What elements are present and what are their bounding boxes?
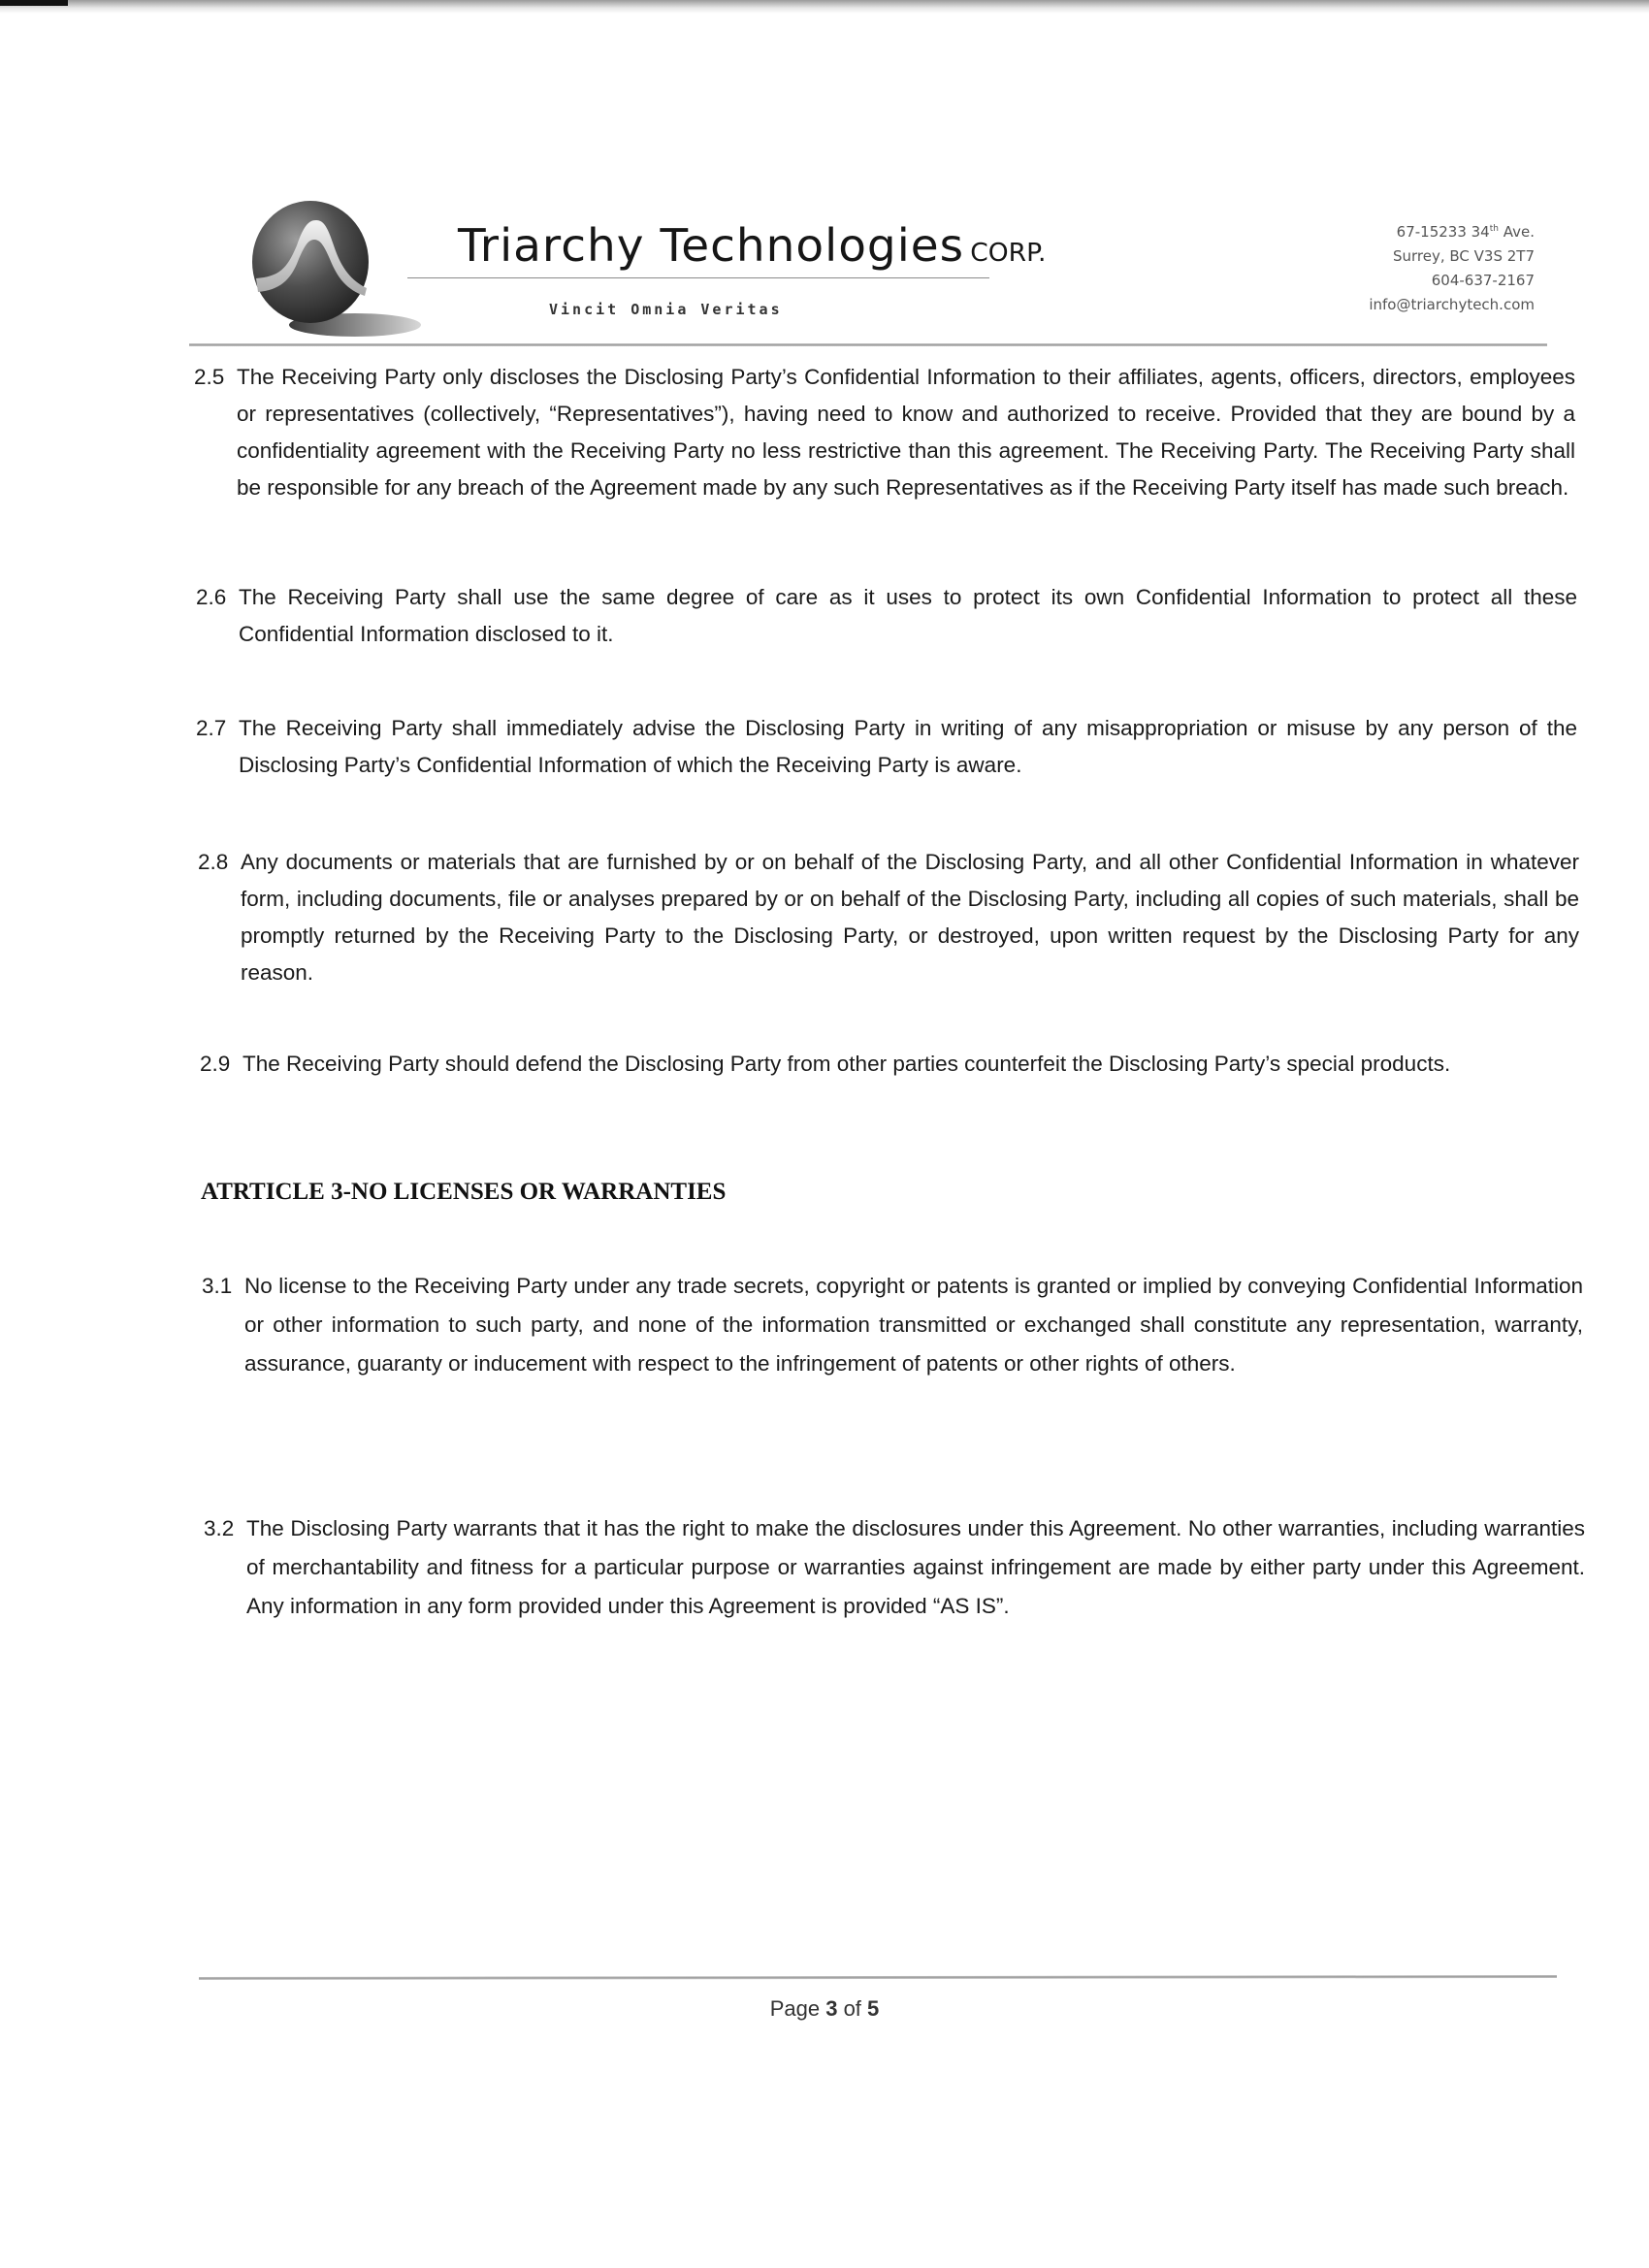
header-divider xyxy=(189,343,1547,346)
company-name-underline xyxy=(407,277,989,278)
address-email: info@triarchytech.com xyxy=(1369,296,1535,313)
clause-number: 3.1 xyxy=(202,1274,233,1298)
page-label: Page xyxy=(769,1996,826,2021)
address-street xyxy=(1369,217,1535,244)
street-ordinal: th xyxy=(1489,224,1499,234)
company-logo-icon xyxy=(250,199,425,344)
clause-2-8 xyxy=(198,844,1579,991)
street-number: 67-15233 34 xyxy=(1396,223,1490,241)
article-3-heading: ATRTICLE 3-NO LICENSES OR WARRANTIES xyxy=(201,1179,727,1205)
clause-number: 2.6 xyxy=(196,585,227,609)
clause-text: The Disclosing Party warrants that it has the right to make the disclosures under this Agreement. No other warranties, including warranties of merchantability and fitness for a particular purpose or warranties against infringement are made by either party under this Agreement. Any information in any form provided under this Agreement is provided “AS IS”. xyxy=(246,1516,1585,1618)
total-pages: 5 xyxy=(867,1996,880,2021)
clause-text: The Receiving Party should defend the Disclosing Party from other parties counterfeit the Disclosing Party’s special products. xyxy=(242,1052,1451,1076)
footer-divider xyxy=(199,1975,1557,1980)
clause-2-5 xyxy=(194,359,1575,506)
clause-3-1 xyxy=(202,1267,1583,1383)
scan-edge-shadow xyxy=(0,0,1649,14)
page-number xyxy=(0,1996,1649,2022)
company-motto: Vincit Omnia Veritas xyxy=(549,301,783,318)
company-address xyxy=(1369,217,1535,317)
company-name-text: Triarchy Technologies xyxy=(458,219,965,272)
clause-number: 2.9 xyxy=(200,1052,231,1076)
clause-number: 2.8 xyxy=(198,850,229,874)
company-suffix: CORP. xyxy=(970,239,1047,268)
clause-text: No license to the Receiving Party under any trade secrets, copyright or patents is granted or implied by conveying Confidential Information or other information to such party, and none of the information transmitted or exchanged shall constitute any representation, warranty, assurance, guaranty or inducement with respect to the infringement of patents or other rights of others. xyxy=(244,1274,1583,1376)
clause-2-9 xyxy=(200,1046,1581,1083)
address-phone: 604-637-2167 xyxy=(1431,272,1535,289)
clause-2-7 xyxy=(196,710,1577,784)
clause-text: The Receiving Party only discloses the Disclosing Party’s Confidential Information to their affiliates, agents, officers, directors, employees or representatives (collectively, “Representatives”), having need to know and authorized to receive. Provided that they are bound by a confidentiality agreement with the Receiving Party no less restrictive than this agreement. The Receiving Party. The Receiving Party shall be responsible for any breach of the Agreement made by any such Representatives as if the Receiving Party itself has made such breach. xyxy=(237,365,1575,500)
clause-2-6 xyxy=(196,579,1577,653)
clause-number: 3.2 xyxy=(204,1516,235,1540)
clause-3-2 xyxy=(204,1509,1585,1626)
address-city: Surrey, BC V3S 2T7 xyxy=(1392,247,1535,265)
clause-text: The Receiving Party shall use the same degree of care as it uses to protect its own Confidential Information to protect all these Confidential Information disclosed to it. xyxy=(239,585,1577,646)
page-of-label: of xyxy=(837,1996,868,2021)
current-page: 3 xyxy=(825,1996,838,2021)
clause-text: Any documents or materials that are furnished by or on behalf of the Disclosing Party, and all other Confidential Information in whatever form, including documents, file or analyses prepared by or on behalf of the Disclosing Party, including all copies of such materials, shall be promptly returned by the Receiving Party to the Disclosing Party, or destroyed, upon written request by the Disclosing Party for any reason. xyxy=(241,850,1579,985)
street-suffix: Ave. xyxy=(1498,223,1535,241)
clause-text: The Receiving Party shall immediately advise the Disclosing Party in writing of any misappropriation or misuse by any person of the Disclosing Party’s Confidential Information of which the Receiving Party is aware. xyxy=(239,716,1577,777)
clause-number: 2.7 xyxy=(196,716,227,740)
company-name xyxy=(458,219,1046,272)
clause-number: 2.5 xyxy=(194,365,225,389)
scan-corner-mark xyxy=(0,0,68,6)
